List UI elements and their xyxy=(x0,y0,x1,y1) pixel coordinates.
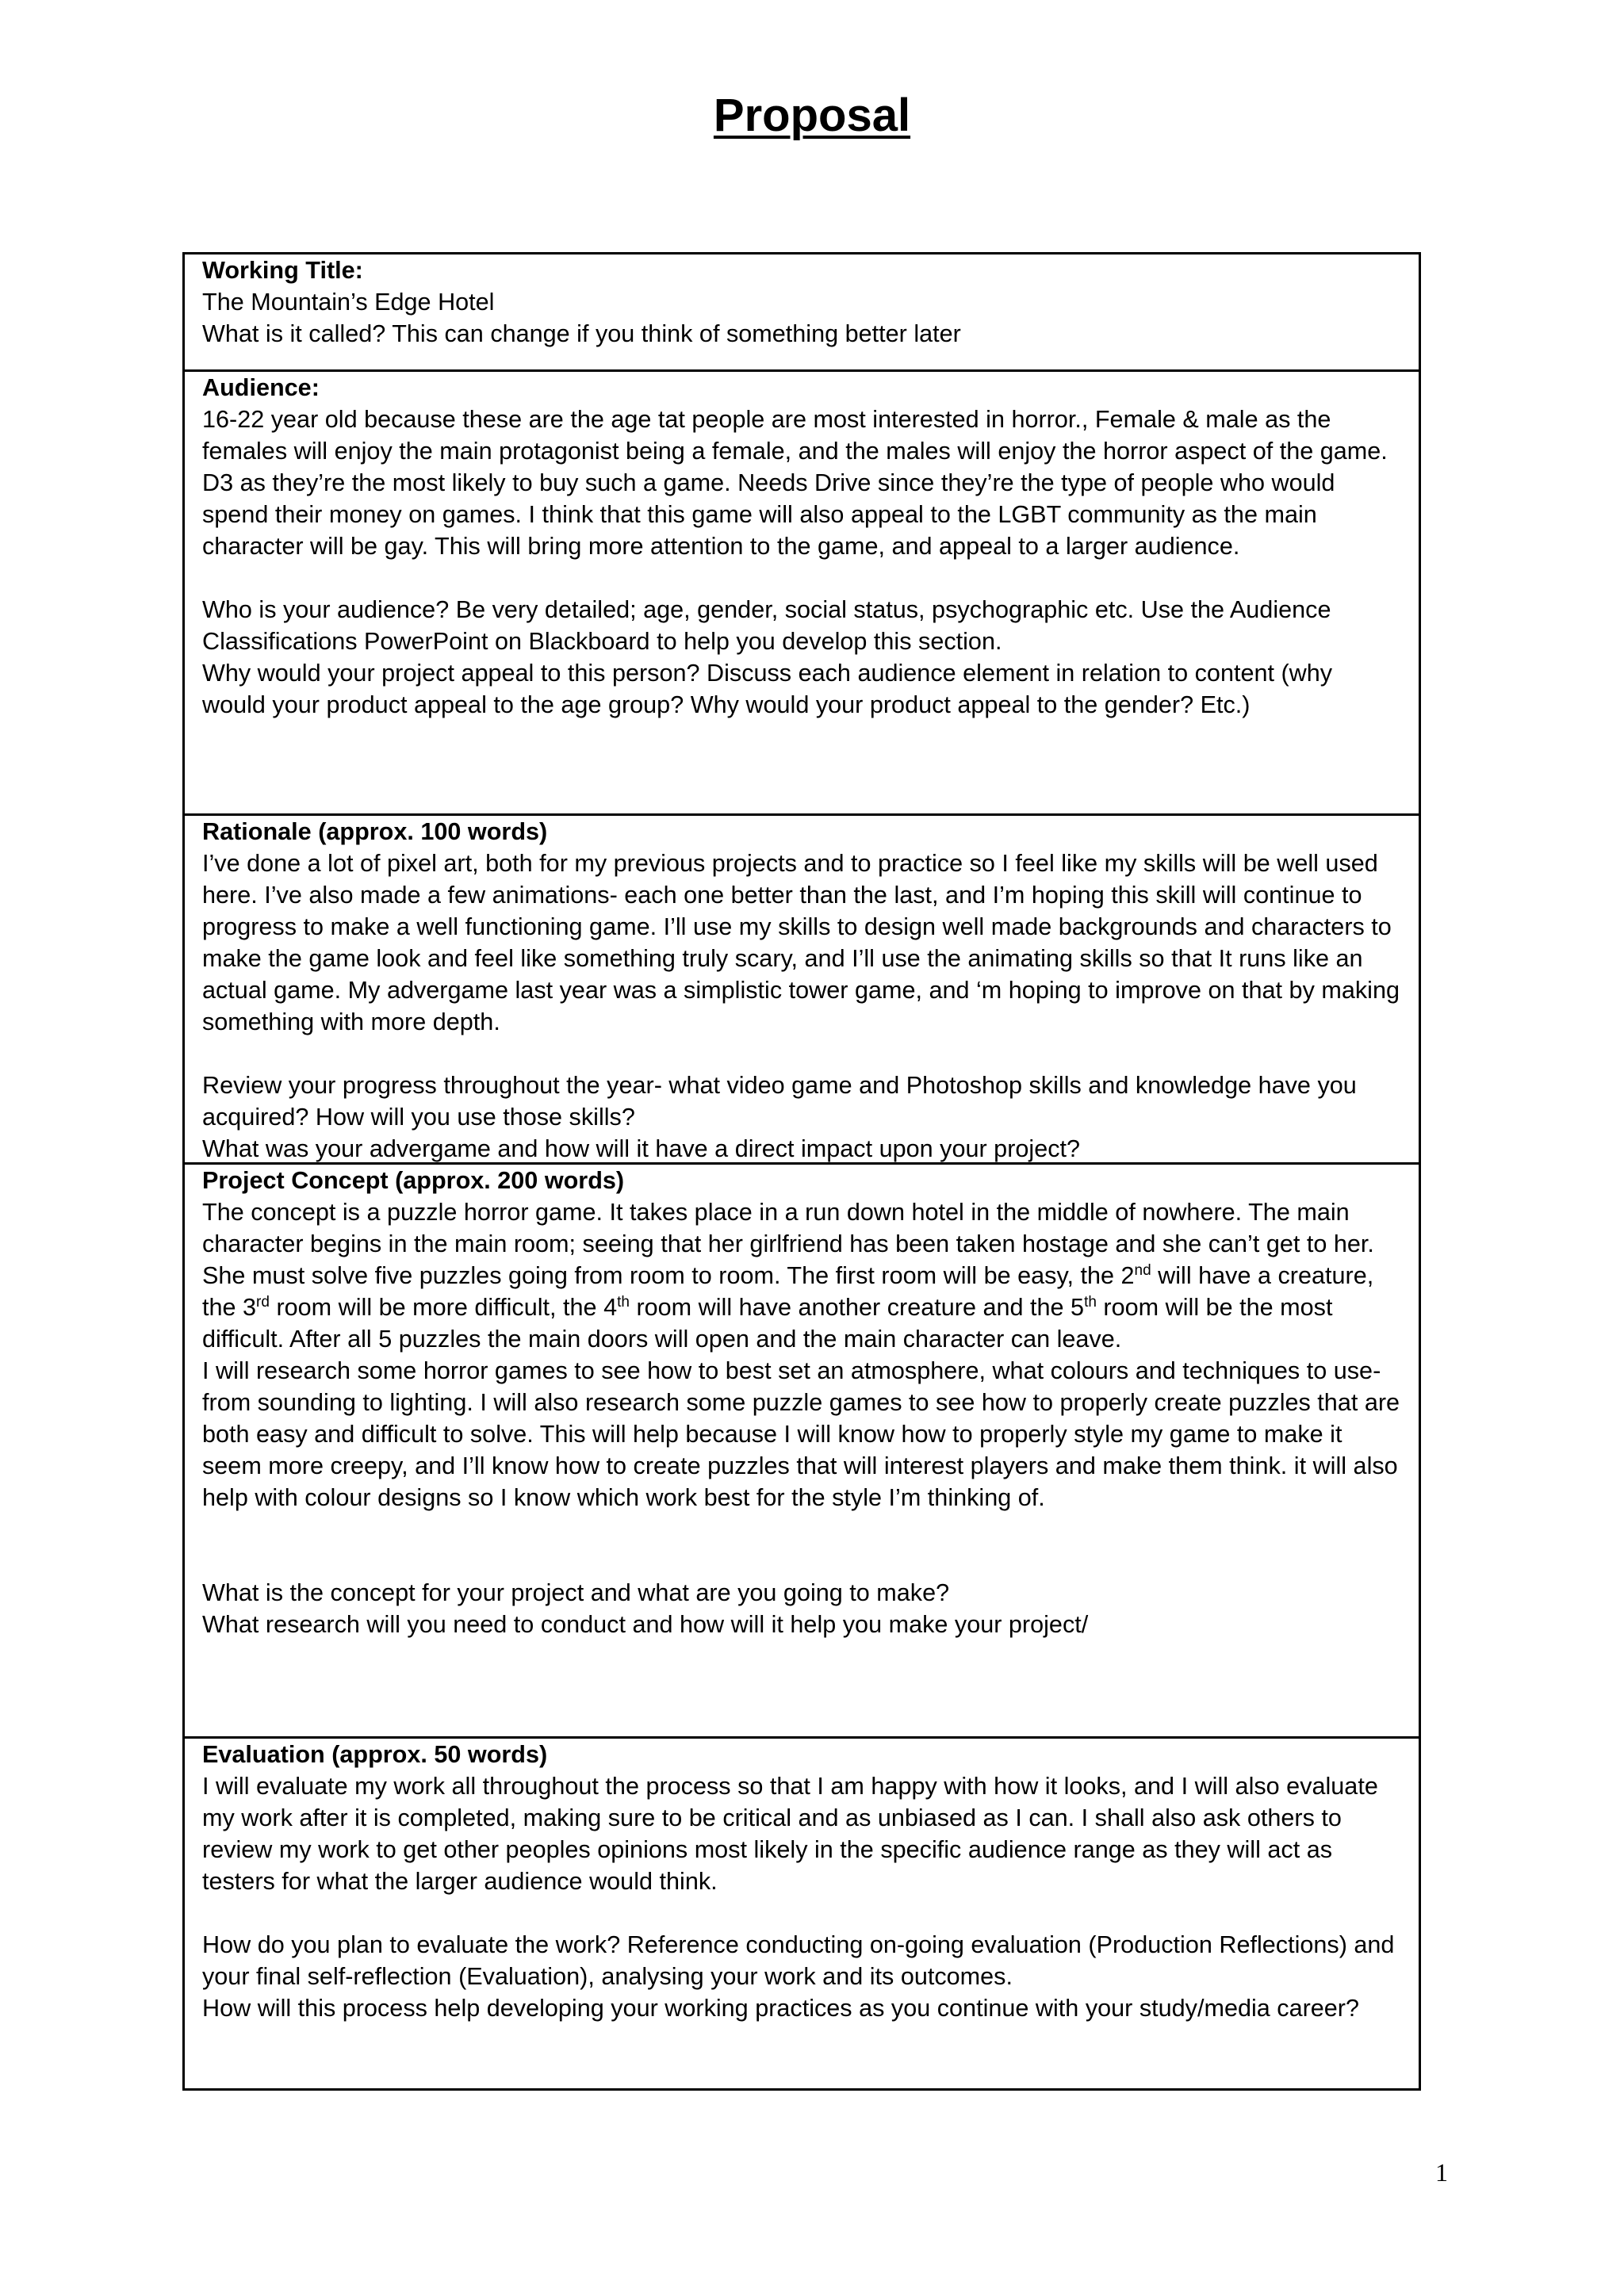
evaluation-answer: I will evaluate my work all throughout the process so that I am happy with how it looks, and I will also evaluate my work after it is completed, making sure to be critical and as unbiased as I can. I shall also ask others to review my work to get other peoples opinions most likely in the specific audience range as they will act as testers for what the larger audience would think. xyxy=(202,1773,1378,1895)
project-concept-research: I will research some horror games to see how to best set an atmosphere, what colours and techniques to use- from sounding to lighting. I will also research some puzzle games to see how to properly create puzzles that are both easy and difficult to solve. This will help because I will know how to properly style my game to make it seem more creepy, and I’ll know how to create puzzles that will interest players and make them think. it will also help with colour designs so I know which work best for the style I’m thinking of. xyxy=(202,1357,1400,1511)
evaluation-prompt: How do you plan to evaluate the work? Reference conducting on-going evaluation (Production Reflections) and your final self-reflection (Evaluation), analysing your work and its outcomes. How will this process help developing your working practices as you continue with your study/media career? xyxy=(202,1931,1395,2022)
rationale-heading: Rationale (approx. 100 words) xyxy=(202,818,548,845)
project-concept-section xyxy=(182,1165,1421,1739)
project-concept-prompt: What is the concept for your project and what are you going to make? What research will you need to conduct and how will it help you make your project/ xyxy=(202,1579,1089,1638)
evaluation-section xyxy=(182,1739,1421,2091)
working-title-value: The Mountain’s Edge Hotel xyxy=(202,289,495,316)
audience-heading: Audience: xyxy=(202,374,320,401)
audience-answer: 16-22 year old because these are the age tat people are most interested in horror., Female & male as the females will enjoy the main protagonist being a female, and the males will enjoy the horror aspect of the game. D3 as they’re the most likely to buy such a game. Needs Drive since they’re the type of people who would spend their money on games. I think that this game will also appeal to the LGBT community as the main character will be gay. This will bring more attention to the game, and appeal to a larger audience. xyxy=(202,406,1388,560)
working-title-heading: Working Title: xyxy=(202,257,363,284)
audience-prompt: Who is your audience? Be very detailed; age, gender, social status, psychographic etc. Use the Audience Classifications PowerPoint on Blackboard to help you develop this section. Why would your project appeal to this person? Discuss each audience element in relation to content (why would your product appeal to the age group? Why would your product appeal to the gender? Etc.) xyxy=(202,596,1333,718)
working-title-section xyxy=(182,252,1421,371)
rationale-answer: I’ve done a lot of pixel art, both for my previous projects and to practice so I feel like my skills will be well used here. I’ve also made a few animations- each one better than the last, and I’m hoping this skill will continue to progress to make a well functioning game. I’ll use my skills to design well made backgrounds and characters to make the game look and feel like something truly scary, and I’ll use the animating skills so that It runs like an actual game. My advergame last year was a simplistic tower game, and ‘m hoping to improve on that by making something with more depth. xyxy=(202,850,1400,1035)
rationale-prompt: Review your progress throughout the year- what video game and Photoshop skills and knowledge have you acquired? How will you use those skills? What was your advergame and how will it have a direct impact upon your project? xyxy=(202,1072,1357,1162)
rationale-section xyxy=(182,816,1421,1165)
working-title-prompt: What is it called? This can change if you think of something better later xyxy=(202,320,961,347)
page-title: Proposal xyxy=(713,90,911,141)
page-number: 1 xyxy=(1435,2158,1448,2187)
evaluation-heading: Evaluation (approx. 50 words) xyxy=(202,1741,548,1768)
project-concept-answer: The concept is a puzzle horror game. It takes place in a run down hotel in the middle of nowhere. The main character begins in the main room; seeing that her girlfriend has been taken hostage and she can’t get to her. She must solve five puzzles going from room to room. The first room will be easy, the 2nd will have a creature, the 3rd room will be more difficult, the 4th room will have another creature and the 5th room will be the most difficult. After all 5 puzzles the main doors will open and the main character can leave. xyxy=(202,1199,1374,1353)
audience-section xyxy=(182,372,1421,816)
project-concept-heading: Project Concept (approx. 200 words) xyxy=(202,1167,625,1194)
